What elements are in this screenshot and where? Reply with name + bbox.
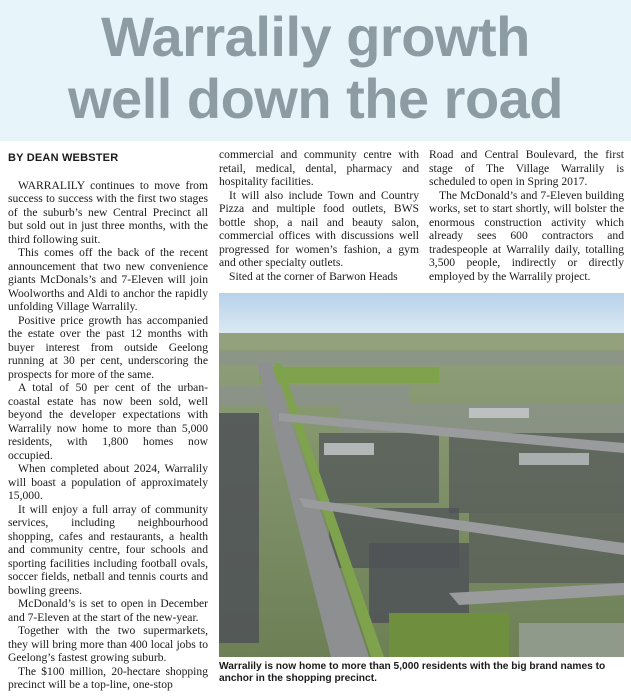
- headline-line-2: well down the road: [67, 67, 564, 130]
- paragraph: This comes off the back of the recent announcement that two new convenience giants McDonals’s and 7-Eleven will join Woolworths and Aldi to anchor the rapidly unfolding Village Warralily.: [8, 246, 208, 313]
- paragraph: When completed about 2024, Warralily will boast a population of approximately 15,000.: [8, 462, 208, 502]
- paragraph: Sited at the corner of Barwon Heads: [229, 269, 398, 283]
- headline-line-1: Warralily growth: [101, 5, 530, 68]
- article-column-1: [8, 148, 208, 692]
- byline: BY DEAN WEBSTER: [8, 152, 119, 164]
- paragraph: WARRALILY continues to move from success to success with the first two stages of the suburb’s new Central Precinct all but sold out in just three months, with the third following suit.: [8, 178, 208, 246]
- paragraph: Together with the two supermarkets, they will bring more than 400 local jobs to Geelong’s fastest growing suburb.: [8, 624, 208, 664]
- paragraph: The McDonald’s and 7-Eleven building works, set to start shortly, will bolster the enormous construction activity which already sees 600 contractors and tradespeople at Warralily daily, totalling 3,500 people, indirectly or directly employed by the Warralily project.: [429, 188, 624, 283]
- headline: [0, 6, 631, 130]
- paragraph: It will also include Town and Country Pizza and multiple food outlets, BWS bottle shop, a nail and beauty salon, commercial offices with discussions well progressed for women’s fashion, a gym and other specialty outlets.: [219, 188, 419, 269]
- paragraph: commercial and community centre with retail, medical, dental, pharmacy and hospitality facilities.: [219, 148, 419, 188]
- paragraph: A total of 50 per cent of the urban-coastal estate has now been sold, well beyond the developer expectations with Warralily now home to more than 5,000 residents, with 1,800 homes now occupied.: [8, 381, 208, 462]
- aerial-suburb-photo: [219, 293, 624, 657]
- article-column-3: [429, 148, 624, 283]
- paragraph: Positive price growth has accompanied the estate over the past 12 months with buyer interest from outside Geelong running at 30 per cent, underscoring the prospects for more of the same.: [8, 313, 208, 381]
- paragraph: It will enjoy a full array of community services, including neighbourhood shopping, cafes and restaurants, a health and community centre, four schools and sporting facilities including football ovals, soccer fields, netball and tennis courts and bowling greens.: [8, 502, 208, 597]
- paragraph: The $100 million, 20-hectare shopping precinct will be a top-line, one-stop: [8, 664, 208, 691]
- paragraph: Road and Central Boulevard, the first stage of The Village Warralily is scheduled to open in Spring 2017.: [429, 148, 624, 188]
- photo-caption: Warralily is now home to more than 5,000 residents with the big brand names to anchor in the shopping precinct.: [219, 661, 606, 684]
- paragraph: McDonald’s is set to open in December and 7-Eleven at the start of the new-year.: [8, 597, 208, 624]
- article-column-2: [219, 148, 419, 283]
